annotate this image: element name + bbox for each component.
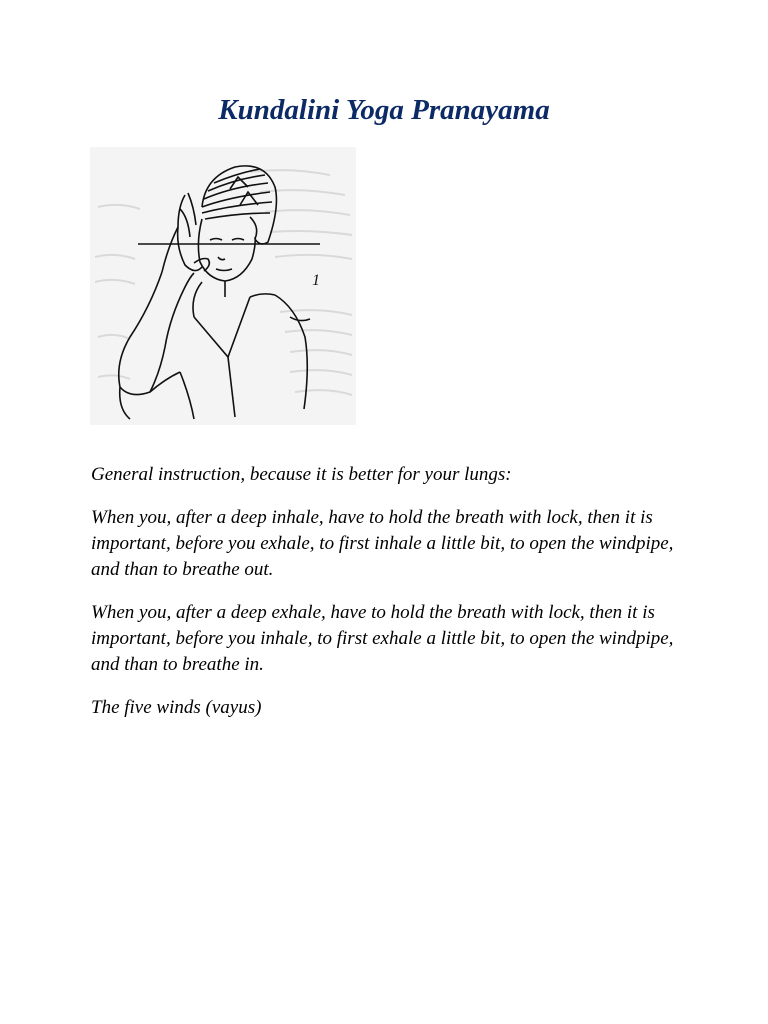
pranayama-illustration <box>90 147 356 425</box>
page-title: Kundalini Yoga Pranayama <box>218 94 550 126</box>
paragraph-inhale-hold: When you, after a deep inhale, have to hold the breath with lock, then it is important, before you exhale, to first inhale a little bit, to open the windpipe, and than to breathe out. <box>91 507 674 580</box>
body-text <box>91 462 691 738</box>
paragraph-general-instruction: General instruction, because it is better for your lungs: <box>91 464 512 485</box>
figure-label: 1 <box>312 272 320 289</box>
paragraph-exhale-hold: When you, after a deep exhale, have to hold the breath with lock, then it is important, before you inhale, to first exhale a little bit, to open the windpipe, and than to breathe in. <box>91 602 674 675</box>
section-heading-five-winds: The five winds (vayus) <box>91 697 262 718</box>
figure-drawing <box>90 147 356 425</box>
